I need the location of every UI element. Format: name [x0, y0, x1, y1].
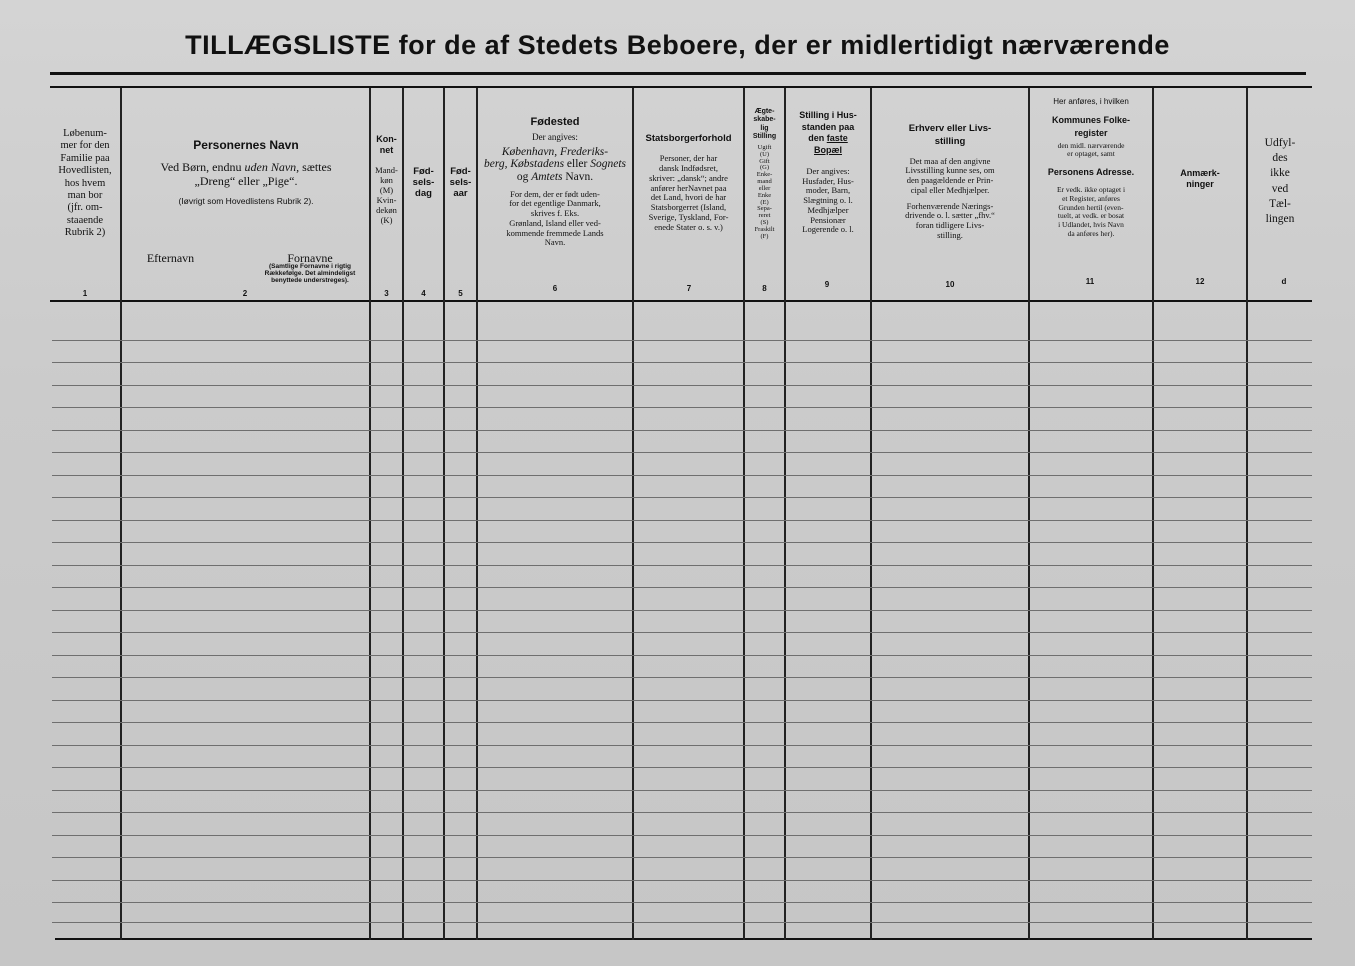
row-line	[52, 362, 1312, 363]
col-d-number: d	[1281, 277, 1287, 286]
row-line	[52, 520, 1312, 521]
header-bottom-rule	[50, 300, 1312, 302]
col6-italic3: Amtets	[531, 170, 563, 183]
row-line	[52, 340, 1312, 341]
col11-top: Her anføres, i hvilken	[1053, 97, 1129, 106]
col10-header	[872, 122, 1028, 241]
row-line	[52, 857, 1312, 858]
row-line	[52, 587, 1312, 588]
row-line	[52, 902, 1312, 903]
row-line	[52, 542, 1312, 543]
col5-header: Fød- sels- aar	[449, 166, 472, 200]
col11-heading2: Personens Adresse.	[1047, 167, 1135, 178]
col9-heading	[786, 110, 870, 157]
row-line	[52, 790, 1312, 791]
col11-text2: Er vedk. ikke optaget i et Register, anføres Grunden hertil (even- tuelt, at vedk. er bosat i Udlandet, hvis Navn da anføres her).	[1056, 184, 1126, 239]
row-line	[52, 677, 1312, 678]
col6-header	[478, 116, 632, 248]
row-line	[52, 767, 1312, 768]
col6-italic2: Sognets	[590, 158, 627, 171]
row-line	[52, 610, 1312, 611]
col2-header	[123, 138, 369, 206]
col7-heading: Statsborgerforhold	[645, 133, 732, 144]
col1-header: Løbenum- mer for den Familie paa Hovedlisten, hos hvem man bor (jfr. om- staaende Rubrik 2)	[58, 128, 112, 238]
row-line	[52, 835, 1312, 836]
row-line	[52, 880, 1312, 881]
col6-mid: eller	[564, 158, 591, 171]
col2-line1c: sættes	[299, 160, 332, 175]
col9-header	[786, 110, 870, 235]
col11-number: 11	[1085, 277, 1095, 286]
row-line	[52, 475, 1312, 476]
row-line	[52, 722, 1312, 723]
col6-places	[478, 146, 632, 184]
row-line	[52, 745, 1312, 746]
col2-note: (Iøvrigt som Hovedlistens Rubrik 2).	[178, 196, 314, 207]
row-line	[52, 655, 1312, 656]
col4-header: Fød- sels- dag	[412, 166, 435, 200]
col7-header	[634, 133, 743, 232]
col7-number: 7	[686, 284, 692, 293]
col4-number: 4	[421, 289, 426, 298]
row-line	[52, 812, 1312, 813]
col2-line2: „Dreng“ eller „Pige“.	[194, 174, 298, 189]
col7-text: Personer, der har dansk Indfødsret, skriver: „dansk“; andre anfører herNavnet paa det Land, hvori de har Statsborgerret (Island, Sverige, Tyskland, For- enede Stater o. s. v.)	[648, 153, 729, 232]
col10-number: 10	[945, 280, 955, 289]
col6-and: og	[516, 170, 532, 183]
col9-heading-end: Bopæl	[814, 145, 842, 156]
col3-heading: Kon- net	[376, 134, 397, 155]
form-title: TILLÆGSLISTE for de af Stedets Beboere, der er midlertidigt nærværende	[185, 30, 1170, 60]
col10-text1: Det maa af den angivne Livsstilling kunne ses, om den paagældende er Prin- cipal eller Medhjælper.	[905, 155, 995, 195]
bottom-rule	[55, 938, 1312, 940]
col6-italic1: København, Frederiks- berg, Købstadens	[483, 145, 609, 171]
col2-line1	[123, 160, 369, 174]
row-line	[52, 430, 1312, 431]
row-line	[52, 632, 1312, 633]
col6-note: For dem, der er født uden- for det egentlige Danmark, skrives f. Eks. Grønland, Island eller ved- kommende fremmede Lands Navn.	[506, 188, 604, 248]
col6-sub: Der angives:	[532, 131, 578, 142]
col6-heading: Fødested	[530, 116, 580, 128]
row-line	[52, 700, 1312, 701]
col2-line1b: uden Navn,	[244, 160, 300, 175]
col8-text: Ugift (U) Gift (G) Enke- mand eller Enke (E) Sepa- reret (S) Fraskilt (F)	[754, 144, 775, 240]
col9-text: Der angives: Husfader, Hus- moder, Barn, Slægtning o. l. Medhjælper Pensionær Logerende o. l.	[802, 165, 854, 235]
col2-line1a: Ved Børn, endnu	[160, 160, 245, 175]
col3-number: 3	[384, 289, 389, 298]
col5-number: 5	[458, 289, 463, 298]
col3-header	[371, 134, 402, 225]
col12-header: Anmærk- ninger	[1180, 168, 1220, 189]
col8-header	[745, 108, 784, 240]
col6-number: 6	[552, 284, 558, 293]
row-line	[52, 497, 1312, 498]
row-line	[52, 407, 1312, 408]
col11-header	[1030, 97, 1152, 239]
col2-firstnames-note: (Samtlige Fornavne i rigtig Rækkefølge. Det almindeligst benyttede understreges).	[264, 263, 356, 284]
row-line	[52, 452, 1312, 453]
row-line	[52, 565, 1312, 566]
col9-heading-underline: faste	[826, 133, 848, 144]
row-line	[52, 385, 1312, 386]
col11-text1: den midl. nærværende er optaget, samt	[1057, 140, 1125, 159]
col11-heading: Kommunes Folke- register	[1051, 115, 1130, 139]
col6-navn: Navn.	[562, 170, 594, 183]
col3-text: Mand- køn (M) Kvin- dekøn (K)	[375, 165, 398, 226]
col1-number: 1	[82, 289, 88, 298]
col12-number: 12	[1195, 277, 1205, 286]
header-top-rule	[50, 86, 1312, 88]
row-line	[52, 922, 1312, 923]
col8-heading: Ægte- skabe- lig Stilling	[752, 108, 777, 140]
col10-text2: Forhenværende Nærings- drivende o. l. sætter „fhv.“ foran tidligere Livs- stilling.	[905, 200, 995, 240]
col9-heading-main: Stilling i Hus- standen paa den	[799, 110, 857, 144]
col8-number: 8	[762, 284, 767, 293]
col2-surname-label: Efternavn	[146, 251, 195, 265]
col2-heading: Personernes Navn	[193, 138, 299, 152]
col2-number: 2	[242, 289, 248, 298]
col9-number: 9	[824, 280, 830, 289]
col10-heading: Erhverv eller Livs- stilling	[908, 123, 992, 148]
top-rule	[50, 72, 1306, 75]
col2-firstnames-label: Fornavne	[287, 251, 333, 265]
col-d-header: Udfyl- des ikke ved Tæl- lingen	[1264, 137, 1296, 225]
